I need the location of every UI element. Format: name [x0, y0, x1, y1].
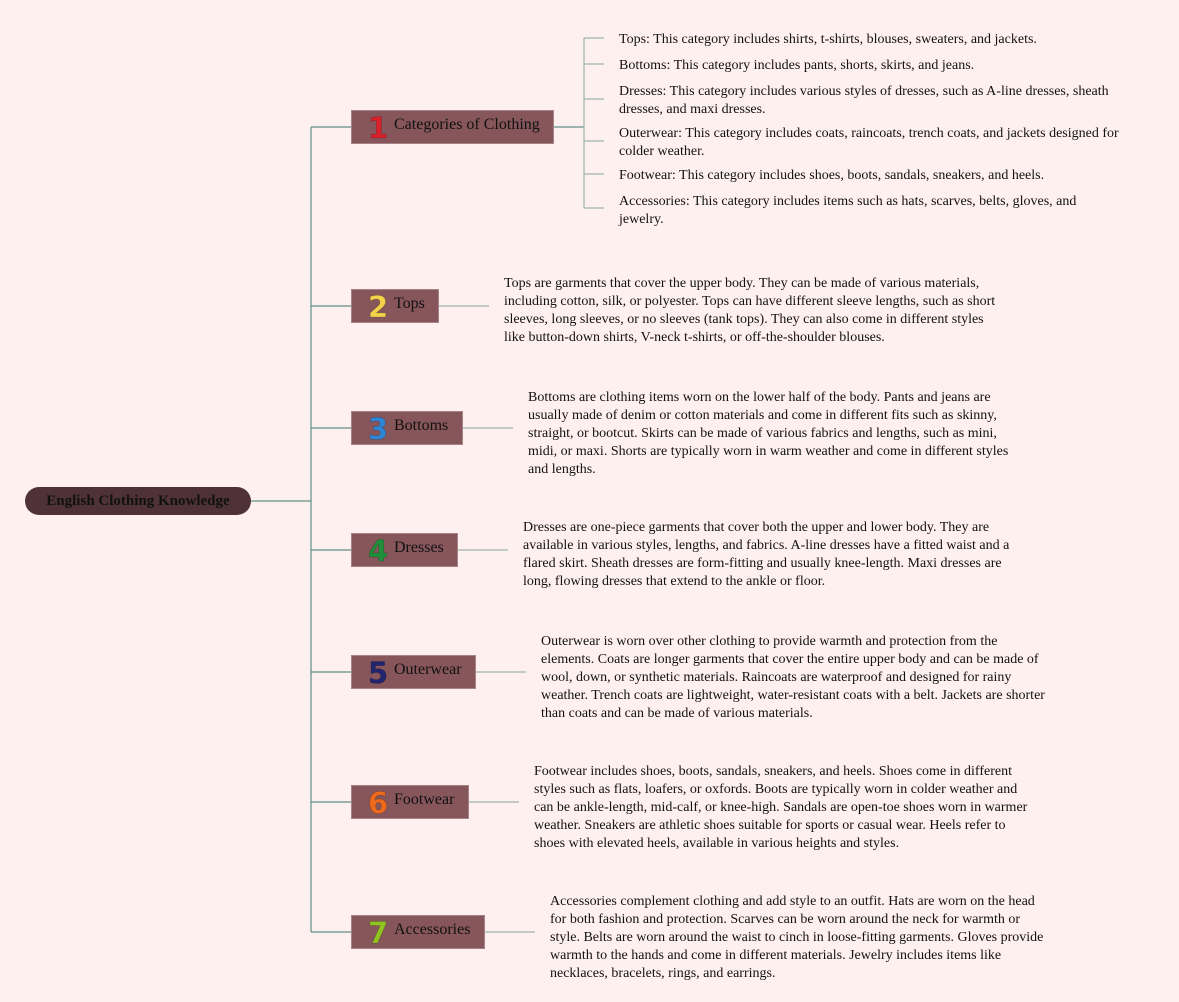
- number-2-icon: 2: [368, 290, 389, 324]
- category-item-outerwear: Outerwear: This category includes coats, raincoats, trench coats, and jackets designed for colder weather.: [619, 126, 1119, 159]
- branch-label: Footwear: [394, 791, 455, 808]
- dresses-description: Dresses are one-piece garments that cover both the upper and lower body. They are available in various styles, lengths, and fabrics. A-line dresses have a fitted waist and a flared skirt. Sheath dresses are form-fitting and usually knee-length. Maxi dresses are long, flowing dresses that extend to the ankle or floor.: [523, 520, 1010, 589]
- category-item-footwear: Footwear: This category includes shoes, boots, sandals, sneakers, and heels.: [619, 168, 1045, 183]
- branch-label: Outerwear: [394, 661, 462, 678]
- category-item-bottoms: Bottoms: This category includes pants, shorts, skirts, and jeans.: [619, 58, 975, 73]
- branch-bottoms[interactable]: [351, 411, 463, 445]
- branch-dresses[interactable]: [351, 533, 458, 567]
- outerwear-description: Outerwear is worn over other clothing to provide warmth and protection from the elements. Coats are longer garments that cover the entire upper body and can be made of wool, down, or synthetic materials. Raincoats are waterproof and designed for rainy weather. Trench coats are lightweight, water-resistant coats with a belt. Jackets are shorter than coats and can be made of various materials.: [541, 634, 1045, 721]
- number-1-icon: 1: [368, 111, 389, 145]
- branch-label: Accessories: [394, 921, 471, 938]
- number-4-icon: 4: [368, 534, 389, 568]
- branch-tops[interactable]: [351, 289, 439, 323]
- branch-label: Categories of Clothing: [394, 116, 540, 133]
- branch-label: Bottoms: [394, 417, 449, 434]
- category-item-dresses: Dresses: This category includes various styles of dresses, such as A-line dresses, sheath dresses, and maxi dresses.: [619, 84, 1109, 117]
- branch-accessories[interactable]: [351, 915, 485, 949]
- branch-categories-of-clothing[interactable]: [351, 110, 554, 144]
- branch-label: Dresses: [394, 539, 444, 556]
- number-3-icon: 3: [368, 412, 389, 446]
- bottoms-description: Bottoms are clothing items worn on the lower half of the body. Pants and jeans are usually made of denim or cotton materials and come in different fits such as skinny, straight, or bootcut. Skirts can be made of various fabrics and lengths, such as mini, midi, or maxi. Shorts are typically worn in warm weather and come in different styles and lengths.: [528, 390, 1009, 477]
- footwear-description: Footwear includes shoes, boots, sandals, sneakers, and heels. Shoes come in different styles such as flats, loafers, or oxfords. Boots are typically worn in colder weather and can be ankle-length, mid-calf, or knee-high. Sandals are open-toe shoes worn in warmer weather. Sneakers are athletic shoes suitable for sports or casual wear. Heels refer to shoes with elevated heels, available in various heights and styles.: [534, 764, 1028, 851]
- accessories-description: Accessories complement clothing and add style to an outfit. Hats are worn on the head for both fashion and protection. Scarves can be worn around the neck for warmth or style. Belts are worn around the waist to cinch in loose-fitting garments. Gloves provide warmth to the hands and come in different materials. Jewelry includes items like necklaces, bracelets, rings, and earrings.: [550, 894, 1044, 981]
- number-7-icon: 7: [368, 916, 389, 950]
- root-node[interactable]: English Clothing Knowledge: [25, 487, 251, 515]
- number-5-icon: 5: [368, 656, 389, 690]
- tops-description: Tops are garments that cover the upper body. They can be made of various materials, including cotton, silk, or polyester. Tops can have different sleeve lengths, such as short sleeves, long sleeves, or no sleeves (tank tops). They can also come in different styles like button-down shirts, V-neck t-shirts, or off-the-shoulder blouses.: [504, 276, 996, 345]
- category-item-tops: Tops: This category includes shirts, t-shirts, blouses, sweaters, and jackets.: [619, 32, 1037, 47]
- branch-outerwear[interactable]: [351, 655, 476, 689]
- number-6-icon: 6: [368, 786, 389, 820]
- branch-footwear[interactable]: [351, 785, 469, 819]
- branch-label: Tops: [394, 295, 425, 312]
- category-item-accessories: Accessories: This category includes items such as hats, scarves, belts, gloves, and jewelry.: [619, 194, 1077, 227]
